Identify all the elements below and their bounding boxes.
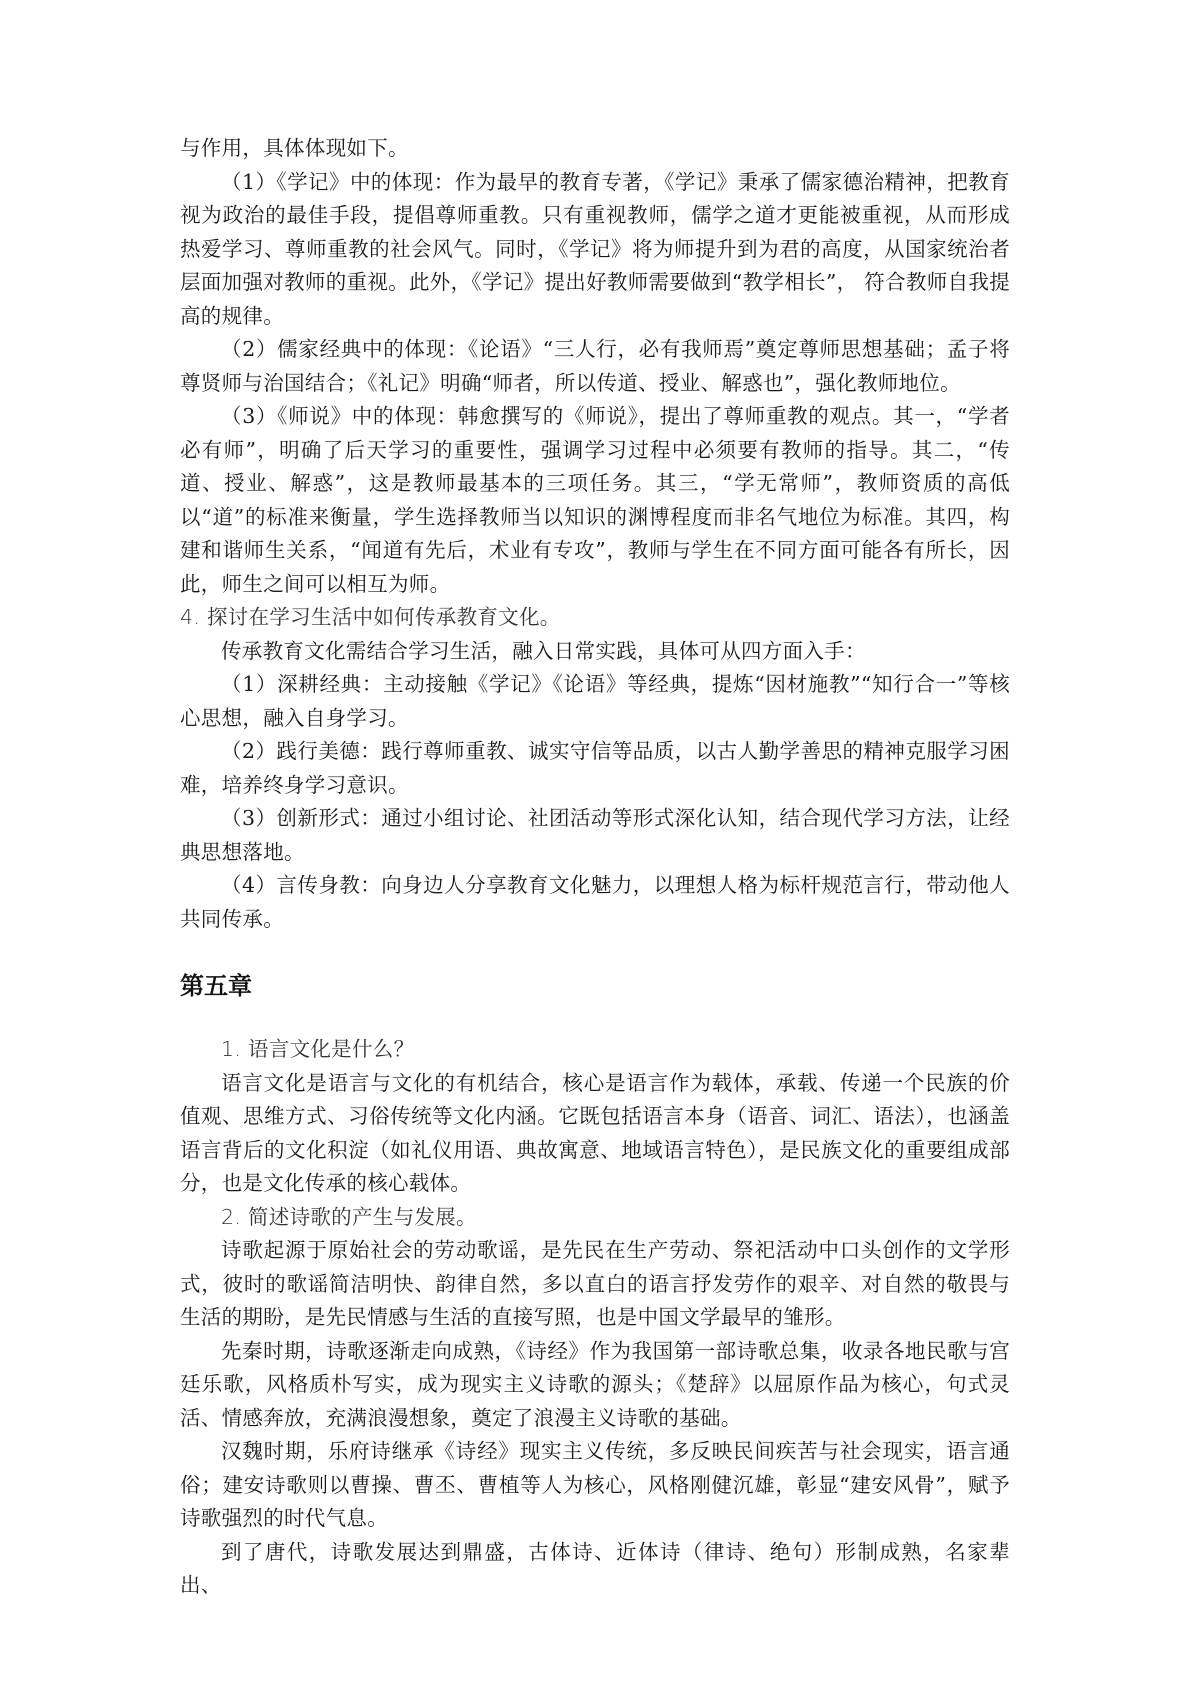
answer-2-han-wei: 汉魏时期，乐府诗继承《诗经》现实主义传统，多反映民间疾苦与社会现实，语言通俗；建安诗歌则以曹操、曹丕、曹植等人为核心，风格刚健沉雄，彰显“建安风骨”，赋予诗歌强烈的时代气息。 xyxy=(180,1439,1010,1530)
answer-4-intro: 传承教育文化需结合学习生活，融入日常实践，具体可从四方面入手： xyxy=(221,638,866,663)
chapter-5-body xyxy=(180,1033,1010,1603)
paragraph-xueji: （1）《学记》中的体现：作为最早的教育专著，《学记》秉承了儒家德治精神，把教育视为政治的最佳手段，提倡尊师重教。只有重视教师，儒学之道才更能被重视，从而形成热爱学习、尊师重教的社会风气。同时，《学记》将为师提升到为君的高度，从国家统治者层面加强对教师的重视。此外，《学记》提出好教师需要做到“教学相长”， 符合教师自我提高的规律。 xyxy=(180,169,1010,328)
section-4-continuation xyxy=(180,132,1010,936)
answer-2-origin: 诗歌起源于原始社会的劳动歌谣，是先民在生产劳动、祭祀活动中口头创作的文学形式，彼时的歌谣简洁明快、韵律自然，多以直白的语言抒发劳作的艰辛、对自然的敬畏与生活的期盼，是先民情感与生活的直接写照，也是中国文学最早的雏形。 xyxy=(180,1238,1010,1329)
paragraph-intro-tail: 与作用，具体体现如下。 xyxy=(180,136,409,160)
answer-2-tang: 到了唐代，诗歌发展达到鼎盛，古体诗、近体诗（律诗、绝句）形制成熟，名家辈出、 xyxy=(180,1539,1010,1597)
answer-1: 语言文化是语言与文化的有机结合，核心是语言作为载体，承载、传递一个民族的价值观、思维方式、习俗传统等文化内涵。它既包括语言本身（语音、词汇、语法），也涵盖语言背后的文化积淀（如礼仪用语、典故寓意、地域语言特色），是民族文化的重要组成部分，也是文化传承的核心载体。 xyxy=(180,1070,1010,1195)
answer-4-item-4: （4）言传身教：向身边人分享教育文化魅力，以理想人格为标杆规范言行，带动他人共同传承。 xyxy=(180,873,1010,931)
question-1: 1. 语言文化是什么？ xyxy=(221,1037,415,1061)
question-2: 2. 简述诗歌的产生与发展。 xyxy=(221,1204,477,1229)
question-4: 4. 探讨在学习生活中如何传承教育文化。 xyxy=(180,605,561,629)
answer-4-item-1: （1）深耕经典：主动接触《学记》《论语》等经典，提炼“因材施教”“知行合一”等核心思想，融入自身学习。 xyxy=(180,672,1010,730)
answer-4-item-3: （3）创新形式：通过小组讨论、社团活动等形式深化认知，结合现代学习方法，让经典思想落地。 xyxy=(180,806,1010,864)
paragraph-shishuo: （3）《师说》中的体现：韩愈撰写的《师说》，提出了尊师重教的观点。其一，“学者必有师”，明确了后天学习的重要性，强调学习过程中必须要有教师的指导。其二，“传道、授业、解惑”，这是教师最基本的三项任务。其三，“学无常师”，教师资质的高低以“道”的标准来衡量，学生选择教师当以知识的渊博程度而非名气地位为标准。其四，构建和谐师生关系，“闻道有先后，术业有专攻”，教师与学生在不同方面可能各有所长，因此，师生之间可以相互为师。 xyxy=(180,404,1010,596)
chapter-title: 第五章 xyxy=(180,972,252,1000)
answer-4-item-2: （2）践行美德：践行尊师重教、诚实守信等品质，以古人勤学善思的精神克服学习困难，培养终身学习意识。 xyxy=(180,739,1010,797)
answer-2-pre-qin: 先秦时期，诗歌逐渐走向成熟，《诗经》作为我国第一部诗歌总集，收录各地民歌与宫廷乐歌，风格质朴写实，成为现实主义诗歌的源头；《楚辞》以屈原作品为核心，句式灵活、情感奔放，充满浪漫想象，奠定了浪漫主义诗歌的基础。 xyxy=(180,1338,1010,1430)
paragraph-confucian-classics: （2）儒家经典中的体现：《论语》“三人行，必有我师焉”奠定尊师思想基础；孟子将尊贤师与治国结合；《礼记》明确“师者，所以传道、授业、解惑也”，强化教师地位。 xyxy=(180,337,1010,395)
